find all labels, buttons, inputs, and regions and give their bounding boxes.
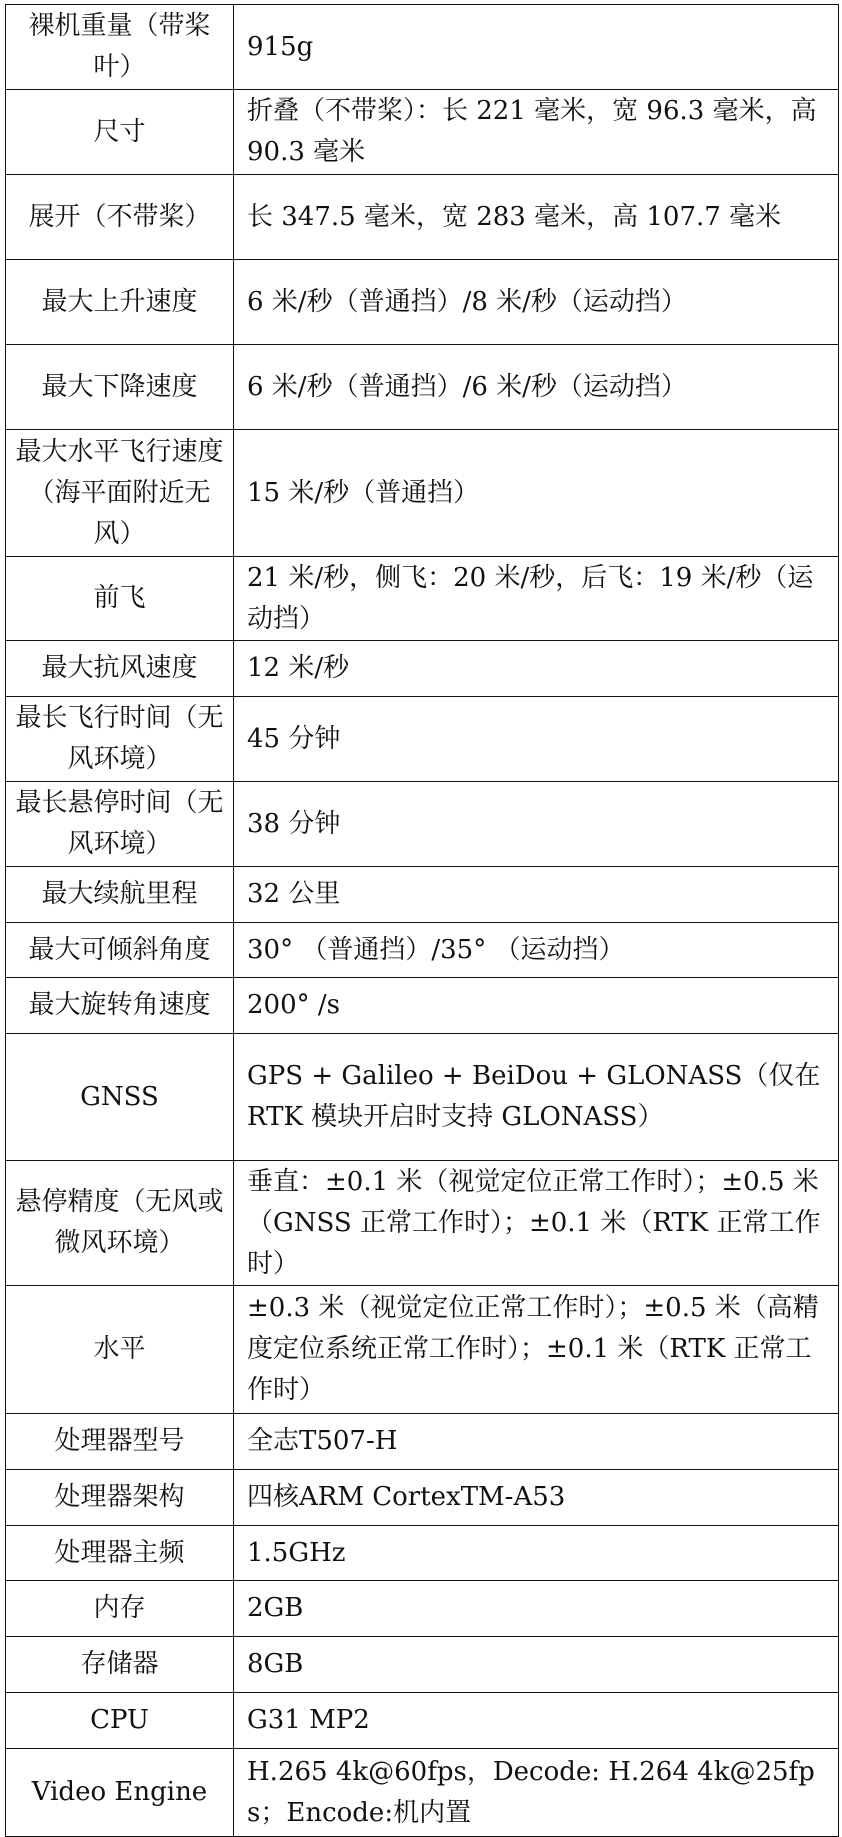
spec-value: 30° （普通挡）/35° （运动挡） [234, 923, 839, 978]
table-row [6, 1749, 839, 1837]
spec-label: 展开（不带桨） [6, 175, 234, 260]
table-row [6, 1581, 839, 1637]
table-row [6, 641, 839, 697]
spec-label: 最大续航里程 [6, 867, 234, 923]
table-row [6, 978, 839, 1034]
table-row [6, 430, 839, 557]
table-row [6, 867, 839, 923]
table-row [6, 5, 839, 90]
spec-label: 内存 [6, 1581, 234, 1637]
spec-label: 最长悬停时间（无风环境） [6, 782, 234, 867]
table-row [6, 90, 839, 175]
spec-value: 15 米/秒（普通挡） [234, 430, 839, 557]
spec-value: 32 公里 [234, 867, 839, 923]
table-row [6, 1637, 839, 1693]
spec-label: 最大上升速度 [6, 260, 234, 345]
spec-value: 38 分钟 [234, 782, 839, 867]
spec-table [5, 4, 839, 1837]
table-row [6, 260, 839, 345]
table-row [6, 782, 839, 867]
spec-value: 1.5GHz [234, 1526, 839, 1581]
spec-label: 最长飞行时间（无风环境） [6, 697, 234, 782]
spec-label: 裸机重量（带桨叶） [6, 5, 234, 90]
spec-value: 长 347.5 毫米，宽 283 毫米，高 107.7 毫米 [234, 175, 839, 260]
spec-value: 垂直：±0.1 米（视觉定位正常工作时）；±0.5 米（GNSS 正常工作时）；±0.1 米（RTK 正常工作时） [234, 1161, 839, 1286]
table-row [6, 923, 839, 978]
spec-label: Video Engine [6, 1749, 234, 1837]
spec-value: 全志T507-H [234, 1414, 839, 1470]
spec-label: 最大旋转角速度 [6, 978, 234, 1034]
spec-value: 200° /s [234, 978, 839, 1034]
spec-label: 处理器型号 [6, 1414, 234, 1470]
spec-label: 水平 [6, 1286, 234, 1414]
spec-value: H.265 4k@60fps，Decode: H.264 4k@25fps；Encode:机内置 [234, 1749, 839, 1837]
spec-value: 12 米/秒 [234, 641, 839, 697]
spec-value: 2GB [234, 1581, 839, 1637]
table-row [6, 345, 839, 430]
spec-label: 处理器架构 [6, 1470, 234, 1526]
spec-value: GPS + Galileo + BeiDou + GLONASS（仅在 RTK 模块开启时支持 GLONASS） [234, 1034, 839, 1161]
spec-value: 45 分钟 [234, 697, 839, 782]
spec-label: GNSS [6, 1034, 234, 1161]
spec-label: 悬停精度（无风或微风环境） [6, 1161, 234, 1286]
table-row [6, 1693, 839, 1749]
table-row [6, 1286, 839, 1414]
table-row [6, 557, 839, 641]
spec-label: CPU [6, 1693, 234, 1749]
spec-value: G31 MP2 [234, 1693, 839, 1749]
spec-label: 前飞 [6, 557, 234, 641]
spec-label: 最大可倾斜角度 [6, 923, 234, 978]
spec-value: 8GB [234, 1637, 839, 1693]
spec-value: 6 米/秒（普通挡）/8 米/秒（运动挡） [234, 260, 839, 345]
spec-label: 处理器主频 [6, 1526, 234, 1581]
table-row [6, 1470, 839, 1526]
spec-value: 6 米/秒（普通挡）/6 米/秒（运动挡） [234, 345, 839, 430]
table-row [6, 1161, 839, 1286]
spec-value: 四核ARM CortexTM-A53 [234, 1470, 839, 1526]
spec-value: 915g [234, 5, 839, 90]
table-row [6, 1414, 839, 1470]
spec-label: 最大下降速度 [6, 345, 234, 430]
table-row [6, 175, 839, 260]
table-row [6, 697, 839, 782]
table-row [6, 1034, 839, 1161]
spec-label: 最大抗风速度 [6, 641, 234, 697]
table-row [6, 1526, 839, 1581]
spec-page [5, 4, 839, 1837]
spec-label: 尺寸 [6, 90, 234, 175]
spec-value: ±0.3 米（视觉定位正常工作时）；±0.5 米（高精度定位系统正常工作时）；±0.1 米（RTK 正常工作时） [234, 1286, 839, 1414]
spec-value: 折叠（不带桨）：长 221 毫米，宽 96.3 毫米，高 90.3 毫米 [234, 90, 839, 175]
spec-label: 存储器 [6, 1637, 234, 1693]
spec-value: 21 米/秒，侧飞：20 米/秒，后飞：19 米/秒（运动挡） [234, 557, 839, 641]
spec-label: 最大水平飞行速度（海平面附近无风） [6, 430, 234, 557]
